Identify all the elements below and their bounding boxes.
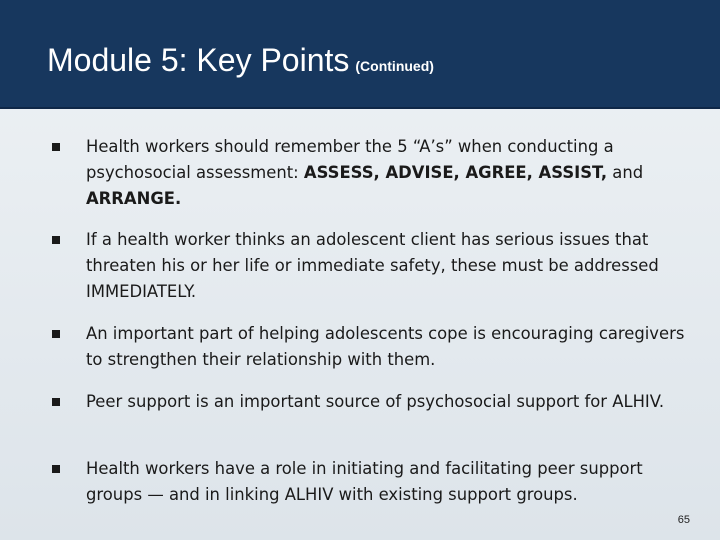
bullet-text (86, 456, 698, 508)
bullet-text-segment: An important part of helping adolescents cope is encouraging caregivers to strengthen their relationship with them. (86, 324, 685, 369)
square-bullet-icon (52, 398, 60, 406)
bullet-text-segment: Peer support is an important source of psychosocial support for ALHIV. (86, 392, 665, 411)
slide-title-main: Module 5: Key Points (47, 42, 350, 78)
bullet-text-segment-bold: ASSESS, ADVISE, AGREE, ASSIST, (303, 163, 608, 182)
bullet-text (86, 321, 698, 373)
square-bullet-icon (52, 330, 60, 338)
square-bullet-icon (52, 143, 60, 151)
bullet-text-segment: Health workers have a role in initiating and facilitating peer support groups — and in linking ALHIV with existing support groups. (86, 459, 643, 504)
bullet-text-segment-bold: ARRANGE. (86, 189, 182, 208)
bullet-text-segment: If a health worker thinks an adolescent client has serious issues that threaten his or her life or immediate safety, these must be addressed IMMEDIATELY. (86, 230, 659, 301)
bullet-text-segment: and (607, 163, 644, 182)
bullet-text (86, 389, 698, 415)
square-bullet-icon (52, 236, 60, 244)
slide-title-sub: (Continued) (355, 58, 434, 74)
bullet-text (86, 227, 698, 305)
bullet-text (86, 134, 698, 212)
bullet-text-segment: Health workers should remember the 5 “A’s” when conducting a psychosocial assessment: (86, 137, 614, 182)
page-number: 65 (677, 514, 690, 526)
square-bullet-icon (52, 465, 60, 473)
